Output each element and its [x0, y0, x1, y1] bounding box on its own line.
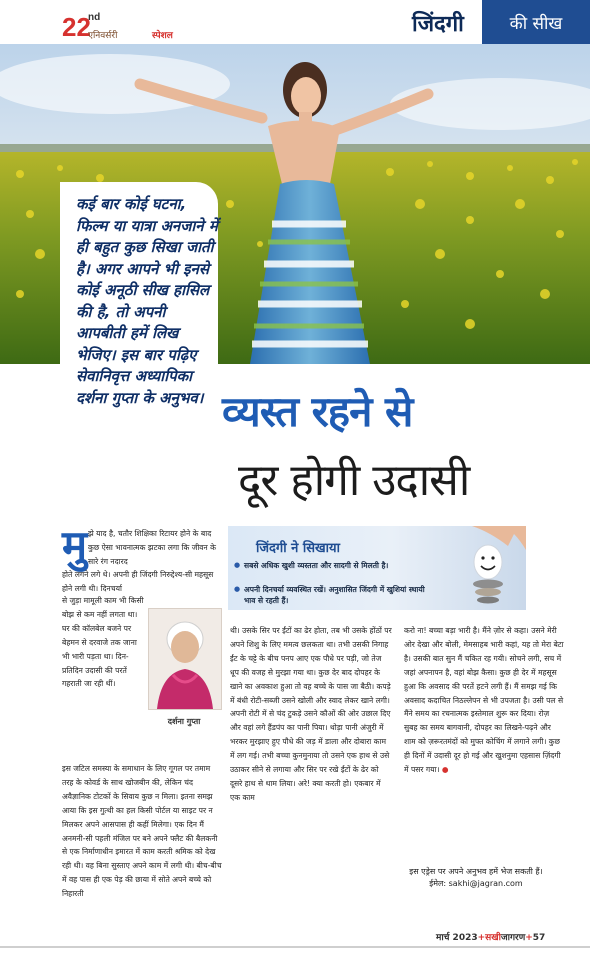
lesson-bullet: ● अपनी दिनचर्या व्यवस्थित रखें। अनुशासित जिंदगी में खुशियां स्थायी भाव से रहती हैं। [234, 584, 434, 606]
folio-paper: जागरण [500, 933, 526, 943]
bottom-rule [0, 946, 590, 948]
page-folio: मार्च 2023+सखीजागरण+57 [436, 933, 546, 943]
section-tab: की सीख [482, 0, 590, 44]
lesson-box [228, 526, 526, 610]
special-label: स्पेशल [152, 31, 173, 41]
dropcap: मु [62, 521, 88, 570]
author-photo [148, 608, 222, 710]
body-col1-b: होते लगने लगे थे। अपनी ही जिंदगी निरुद्देश्य-सी महसूस होने लगी थी। दिनचर्या [62, 570, 214, 593]
headline-line-1: व्यस्त रहने से [222, 387, 413, 436]
lesson-bullet: ● सबसे अधिक खुशी व्यस्तता और सादगी से मिलती है। [234, 560, 434, 571]
submission-note [378, 866, 574, 890]
body-col1-a: झे याद है, चतौर शिक्षिका रिटायर होने के बाद कुछ ऐसा भावनात्मक झटका लगा कि जीवन के सारे रंग नदारद [88, 529, 216, 566]
submission-email: ईमेल: sakhi@jagran.com [429, 879, 523, 888]
body-col1-c: से जुड़ा मामूली काम भी किसी बोझ से कम नहीं लगता था। घर की कॉलबेल बजने पर बेहमन से दरवाजे तक जाना भी भारी पड़ता था। दिन-प्रतिदिन उदासी की परतें गहराती जा रही थीं। [62, 596, 144, 689]
body-col3: करो ना! बच्चा बड़ा भारी है। मैंने ज़ोर से कहा। उसने मेरी ओर देखा और बोली, मेमसाहब भारी कहां, यह तो मेरा बेटा है। उसकी बात सुन मैं चकित रह गयी। सोचने लगी, सच में जहां अपनापन है, वहां बोझ कैसा। कुछ ही देर में महसूस हुआ कि अवसाद की परतें हटने लगी हैं। मैं समझ गई कि अवसाद कदाचित निठल्लेपन से भी उपजता है। उसी पल से मैंने समय का रचनात्मक इस्तेमाल शुरू कर दिया। रोज़ सुबह का समय बागवानी, दोपहर का लिखने-पढ़ने और शाम को ज़रूरतमंदों को मुफ्त कोचिंग में लगाने लगी। कुछ ही दिनों में उदासी दूर हो गई और खुशनुमा एहसास ज़िंदगी में पसर गया। ● [404, 626, 564, 775]
folio-brand: सखी [485, 933, 501, 943]
intro-card [60, 182, 218, 510]
folio-month: मार्च 2023 [436, 933, 478, 943]
lesson-box-title: जिंदगी ने सिखाया [256, 541, 340, 556]
intro-text: कई बार कोई घटना, फिल्म या यात्रा अनजाने में ही बहुत कुछ सिखा जाती है। अगर आपने भी इनसे कोई अनूठी सीख हासिल की है, तो अपनी आपबीती हमें लिख भेजिए। इस बार पढ़िए सेवानिवृत्त अध्यापिका दर्शना गुप्ता के अनुभव। [76, 195, 218, 407]
section-title: जिंदगी [412, 12, 464, 37]
anniversary-number: 22 [62, 12, 91, 42]
body-col1-d: इस जटिल समस्या के समाधान के लिए गूगल पर तमाम तरह के कोवर्ड के साथ खोजबीन की, लेकिन चंद अवैज्ञानिक टोटकों के सिवाय कुछ न मिला। इतना समझ आया कि इस गुत्थी का हल किसी पोर्टल या साइट पर न मिलकर अपने आसपास ही कहीं मिलेगा। एक दिन मैं अनमनी-सी पहली मंजिल पर बने अपने फ्लैट की बैलकनी से एक निर्माणाधीन इमारत में काम करती श्रमिक को देख रही थी। वह बिना सुस्ताए अपने काम में लगी थी। बीच-बीच में वह पास ही एक पेड़ की छाया में सोते अपने बच्चे को निहारती [62, 764, 222, 899]
body-col2: थी। उसके सिर पर ईंटों का ढेर होता, तब भी उसके होंठों पर अपने शिशु के लिए ममत्व छलकता था। तभी उसकी निगाह ईंट के चट्टे के बीच पनप आए एक पौधे पर पड़ी, जो तेज धूप की वजह से मुरझा गया था। कुछ देर बाद दोपहर के खाने का अवकाश हुआ तो वह बच्चे के पास जा बैठी। कपड़े में बंधी रोटी-सब्जी उसने खोली और स्वाद लेकर खाने लगी। अपनी रोटी में से चंद टुकड़े उसने कौओं की ओर उछाल दिए और वहां लगे हैंडपंप का पानी पिया। थोड़ा पानी अंजुरी में भरकर मुरझाए हुए पौधे की जड़ में डाला और दोबारा काम में लग गई। तभी बच्चा कुनमुनाया तो उसने एक हाथ से उसे उठाकर सीने से लगाया और सिर पर रखे ईंटों के ढेर को दूसरे हाथ से थाम लिया। अरे! क्या करती हो। एकबार में एक काम [230, 626, 392, 802]
page-header [0, 0, 590, 44]
headline-line-2: दूर होगी उदासी [238, 455, 470, 506]
folio-page: 57 [532, 933, 546, 943]
smiley-egg-illustration [442, 526, 526, 610]
author-caption: दर्शना गुप्ता [167, 717, 201, 726]
submission-note-line: इस एड्रेस पर अपने अनुभव हमें भेज सकती हैं। [409, 867, 543, 876]
anniversary-label: एनिवर्सरी [88, 31, 118, 41]
anniversary-suffix: nd [88, 12, 101, 23]
